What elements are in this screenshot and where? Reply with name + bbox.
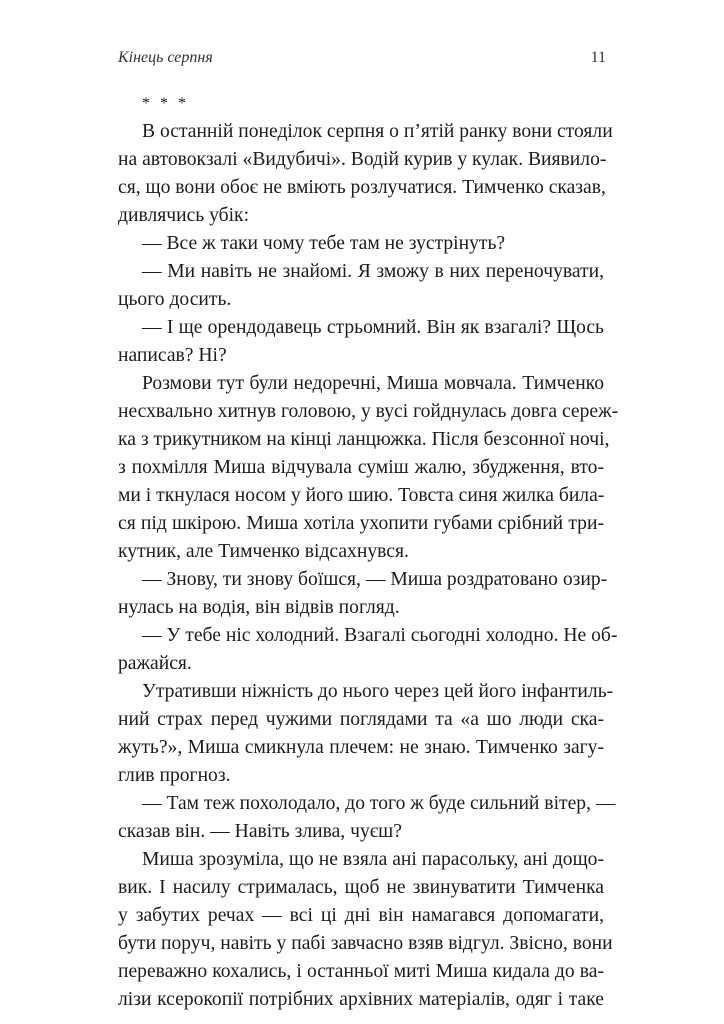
text-line: ка з трикутником на кінці ланцюжка. Після безсонної ночі,	[118, 429, 610, 450]
text-line: кутник, але Тимченко відсахнувся.	[118, 541, 409, 562]
text-line: з похмілля Миша відчувала суміш жалю, збудження, вто-	[118, 457, 604, 478]
page-number: 11	[590, 49, 606, 66]
text-line: глив прогноз.	[118, 765, 231, 786]
text-line: цього досить.	[118, 289, 232, 310]
paragraph	[118, 314, 604, 370]
text-line: В останній понеділок серпня о п’ятій ранку вони стояли	[142, 121, 613, 142]
paragraph	[118, 622, 618, 678]
running-header	[118, 49, 606, 73]
paragraph	[118, 370, 619, 566]
text-line: на автовокзалі «Видубичі». Водій курив у кулак. Виявило-	[118, 149, 607, 170]
text-line: жуть?», Миша смикнула плечем: не знаю. Тимченко загу-	[118, 737, 604, 758]
text-line: ний страх перед чужими поглядами та «а шо люди ска-	[118, 709, 604, 730]
text-line: — Ми навіть не знайомі. Я зможу в них переночувати,	[142, 261, 604, 282]
text-line: несхвально хитнув головою, у вусі гойднулась довга сереж-	[118, 401, 619, 422]
text-line: ся, що вони обоє не вміють розлучатися. Тимченко сказав,	[118, 177, 606, 198]
paragraphs	[118, 118, 619, 1014]
text-line: нулась на водія, він відвів погляд.	[118, 597, 400, 618]
text-line: ми і ткнулася носом у його шию. Товста синя жилка билa-	[118, 485, 605, 506]
running-title: Кінець серпня	[118, 49, 213, 66]
text-line: у забутих речах — всі ці дні він намагався допомагати,	[118, 905, 604, 926]
paragraph	[118, 118, 613, 230]
text-line: лізи ксерокопії потрібних архівних матеріалів, одяг і таке	[118, 989, 604, 1010]
paragraph	[118, 790, 616, 846]
paragraph	[118, 566, 608, 622]
text-line: Миша зрозуміла, що не взяла ані парасольку, ані дощо-	[142, 849, 604, 870]
text-line: переважно кохались, і останньої миті Миша кидала до ва-	[118, 961, 604, 982]
text-line: — У тебе ніс холодний. Взагалі сьогодні холодно. Не об-	[142, 625, 618, 646]
text-line: — Все ж таки чому тебе там не зустрінуть?	[142, 233, 506, 254]
text-line: дивлячись убік:	[118, 205, 250, 226]
paragraph	[118, 678, 614, 790]
paragraph	[118, 846, 613, 1014]
text-line: ся під шкірою. Миша хотіла ухопити губами срібний три-	[118, 513, 604, 534]
section-separator: * * *	[142, 95, 189, 112]
text-line: — Знову, ти знову боїшся, — Миша роздратовано озир-	[142, 569, 608, 590]
text-line: написав? Ні?	[118, 345, 227, 366]
text-line: сказав він. — Навіть злива, чуєш?	[118, 821, 402, 842]
text-line: вик. І насилу стрималась, щоб не звинуватити Тимченка	[118, 877, 604, 898]
paragraph	[118, 258, 604, 314]
body-text	[118, 90, 619, 1014]
text-line: Утративши ніжність до нього через цей його інфантиль-	[142, 681, 614, 702]
paragraph	[118, 230, 604, 258]
text-line: — Там теж похолодало, до того ж буде сильний вітер, —	[142, 793, 616, 814]
text-line: — І ще орендодавець стрьомний. Він як взагалі? Щось	[142, 317, 604, 338]
text-line: Розмови тут були недоречні, Миша мовчала. Тимченко	[142, 373, 604, 394]
text-line: бути поруч, навіть у пабі завчасно взяв відгул. Звісно, вони	[118, 933, 613, 954]
text-line: ражайся.	[118, 653, 192, 674]
